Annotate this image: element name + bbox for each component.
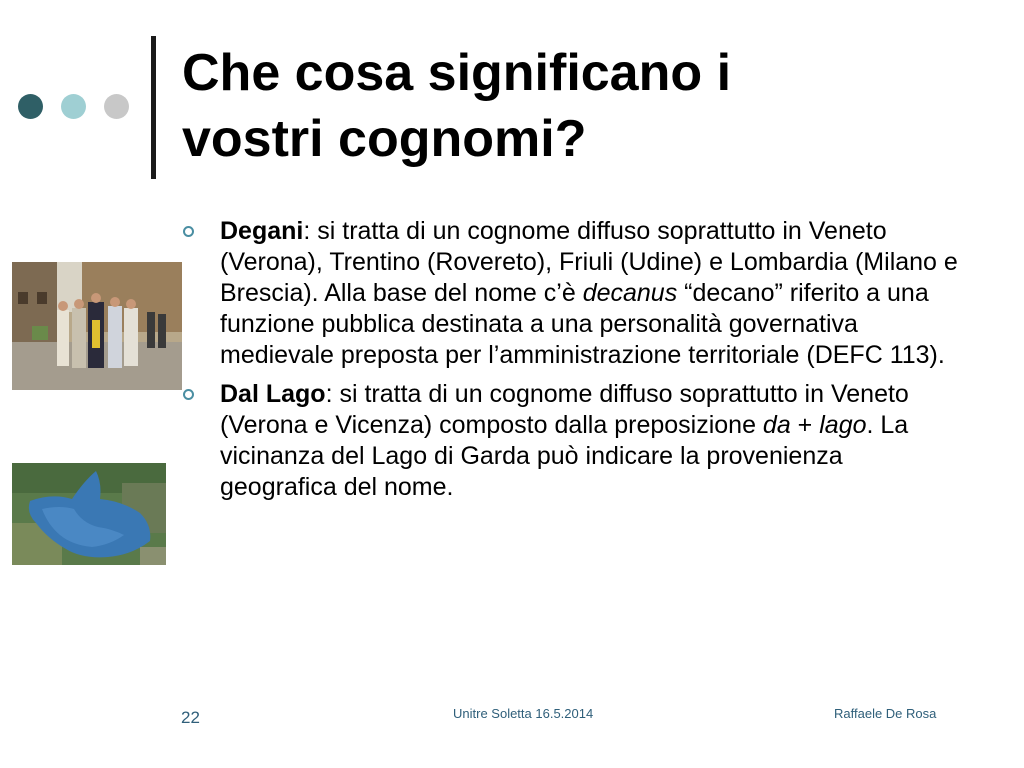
bullet-degani (180, 216, 960, 371)
bullet-dal-lago (180, 379, 960, 503)
footer-author: Raffaele De Rosa (834, 706, 937, 721)
footer-center-text: Unitre Soletta 16.5.2014 (453, 706, 594, 721)
decor-dot-dark (18, 94, 43, 119)
bullet-text: + (790, 411, 820, 439)
bullet-text: : si tratta di un cognome diffuso soprattutto in Veneto (Verona e Vicenza) composto dalla preposizione (220, 380, 909, 439)
bullet-icon (183, 389, 194, 400)
title-divider (151, 36, 156, 179)
italic-term: decanus (582, 279, 678, 307)
bullet-icon (183, 226, 194, 237)
decor-dot-grey (104, 94, 129, 119)
bullet-text: . La vicinanza del Lago di Garda può indicare la provenienza geografica del nome. (220, 411, 909, 501)
term-dal-lago: Dal Lago (220, 380, 326, 408)
title-line-1: Che cosa significano i (182, 44, 732, 102)
decor-dot-light (61, 94, 86, 119)
page-number: 22 (181, 708, 200, 727)
slide-content (180, 216, 960, 511)
slide-title (182, 40, 982, 172)
term-degani: Degani (220, 217, 304, 245)
bullet-text: “decano” riferito a una funzione pubblica destinata a una personalità governativa medievale preposta per l’amministrazione territoriale (DEFC 113). (220, 279, 945, 369)
italic-term: da (762, 411, 791, 439)
medieval-parade-photo (12, 262, 182, 390)
lake-garda-satellite-map (12, 463, 166, 565)
italic-term: lago (819, 411, 867, 439)
bullet-text: : si tratta di un cognome diffuso soprattutto in Veneto (Verona), Trentino (Rovereto), Friuli (Udine) e Lombardia (Milano e Brescia). Alla base del nome c’è (220, 217, 958, 307)
title-line-2: vostri cognomi? (182, 110, 587, 168)
